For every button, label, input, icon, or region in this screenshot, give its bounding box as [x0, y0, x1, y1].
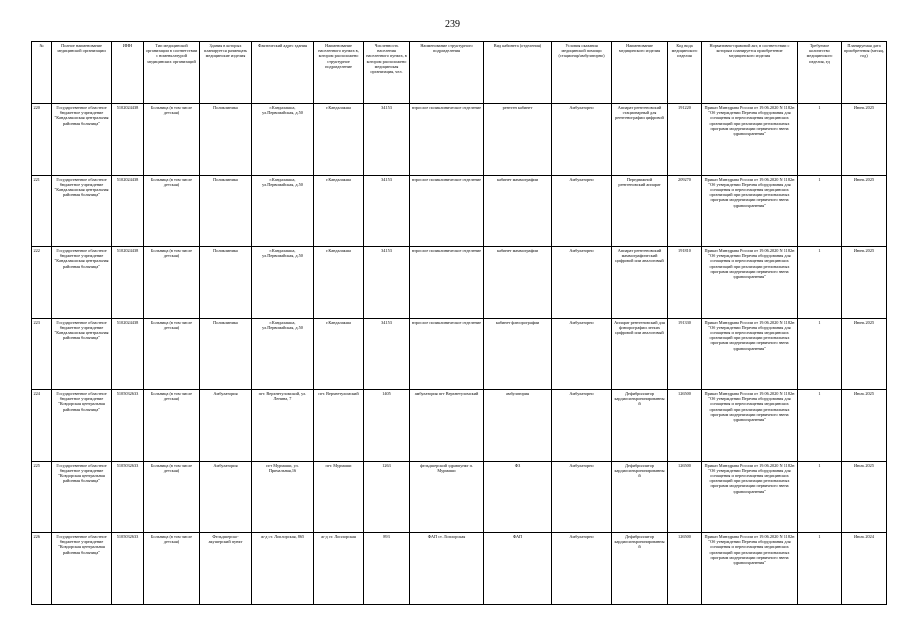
table-cell: Поликлиника	[200, 318, 252, 390]
column-header: Тип медицинской организации в соответствии с номенклатурой медицинских организаций	[144, 42, 200, 104]
table-cell: Поликлиника	[200, 247, 252, 319]
table-cell: Передвижной рентгеновский аппарат	[612, 175, 668, 247]
table-row	[32, 175, 887, 247]
table-cell: 5105032633	[112, 461, 144, 533]
table-cell: Июль 2025	[842, 390, 887, 462]
table-cell: Амбулатория	[200, 390, 252, 462]
table-row	[32, 104, 887, 176]
table-cell: 34153	[364, 318, 410, 390]
column-header: Наименование медицинского изделия	[612, 42, 668, 104]
table-cell: Больница (в том числе детская)	[144, 461, 200, 533]
table-cell: Поликлиника	[200, 104, 252, 176]
table-cell: амбулатория	[484, 390, 552, 462]
column-header: Фактический адрес здания	[252, 42, 314, 104]
table-cell: Больница (в том числе детская)	[144, 533, 200, 605]
table-cell: 1	[798, 461, 842, 533]
table-cell: пгт. Верхнетуломский	[314, 390, 364, 462]
table-cell: Государственное областное бюджетное учреждение "Ковдорская центральная районная больница"	[52, 533, 112, 605]
table-cell: 1	[798, 104, 842, 176]
table-cell: Государственное областное бюджетное учреждение "Кандалакшская центральная районная больница"	[52, 247, 112, 319]
table-cell: Амбулаторно	[552, 104, 612, 176]
column-header: Здания в которых планируется размещать медицинские изделия	[200, 42, 252, 104]
table-cell: Амбулаторно	[552, 461, 612, 533]
table-cell: 34153	[364, 175, 410, 247]
table-cell: Приказ Минздрава России от 19.06.2020 N 1182н "Об утверждении Перечня оборудования для оснащения и переоснащения медицинских организаций при реализации региональных программ модернизации первичного звена здравоохранения"	[702, 461, 798, 533]
table-cell: 34153	[364, 247, 410, 319]
table-cell: Июнь 2025	[842, 318, 887, 390]
table-cell: Амбулатория	[200, 461, 252, 533]
table-cell: Поликлиника	[200, 175, 252, 247]
table-cell: Дефибриллятор кардиосинхронизированный	[612, 461, 668, 533]
table-cell: взрослое поликлиническое отделение	[410, 247, 484, 319]
table-cell: 1	[798, 247, 842, 319]
table-cell: 5102024438	[112, 247, 144, 319]
table-cell: г.Кандалакша	[314, 175, 364, 247]
table-cell: Приказ Минздрава России от 19.06.2020 N 1182н "Об утверждении Перечня оборудования для оснащения и переоснащения медицинских организаций при реализации региональных программ модернизации первичного звена здравоохранения"	[702, 175, 798, 247]
table-cell: Фельдшерско-акушерский пункт	[200, 533, 252, 605]
table-cell: Амбулаторно	[552, 247, 612, 319]
table-cell: взрослое поликлиническое отделение	[410, 318, 484, 390]
table-cell: амбулатория пгт Верхнетуломский	[410, 390, 484, 462]
column-header: Планируемая дата приобретения (месяц, год)	[842, 42, 887, 104]
table-row	[32, 318, 887, 390]
table-cell: Июль 2025	[842, 461, 887, 533]
table-cell: Приказ Минздрава России от 19.06.2020 N 1182н "Об утверждении Перечня оборудования для оснащения и переоснащения медицинских организаций при реализации региональных программ модернизации первичного звена здравоохранения"	[702, 104, 798, 176]
table-cell: 5102024438	[112, 104, 144, 176]
table-cell: фельдшерский здравпункт п. Мурмаши	[410, 461, 484, 533]
table-cell: Амбулаторно	[552, 318, 612, 390]
table-cell: кабинет маммографии	[484, 175, 552, 247]
table-cell: Июль 2024	[842, 533, 887, 605]
table-cell: Амбулаторно	[552, 533, 612, 605]
table-cell: 893	[364, 533, 410, 605]
table-cell: ж-д ст. Лоплорская	[314, 533, 364, 605]
table-cell: Больница (в том числе детская)	[144, 247, 200, 319]
column-header: Наименование населенного пункта в, котором расположено структурное подразделение	[314, 42, 364, 104]
table-row	[32, 461, 887, 533]
table-cell: 191810	[668, 247, 702, 319]
table-cell: 224	[32, 390, 52, 462]
table-cell: ФАП	[484, 533, 552, 605]
table-cell: 1	[798, 318, 842, 390]
column-header: Условия оказания медицинской помощи (стационар/амбулаторно)	[552, 42, 612, 104]
table-cell: Государственное областное бюджетное учреждение "Кандалакшская центральная районная больница"	[52, 175, 112, 247]
table-cell: Амбулаторно	[552, 175, 612, 247]
table-cell: 1	[798, 175, 842, 247]
table-cell: 223	[32, 318, 52, 390]
column-header: Полное наименование медицинской организации	[52, 42, 112, 104]
table-cell: Приказ Минздрава России от 19.06.2020 N 1182н "Об утверждении Перечня оборудования для оснащения и переоснащения медицинских организаций при реализации региональных программ модернизации первичного звена здравоохранения"	[702, 533, 798, 605]
column-header: Нормативно-правовой акт, в соответствии с которым планируется приобретение медицинского изделия	[702, 42, 798, 104]
table-cell: Государственное областное бюджетное учреждение "Ковдорская центральная районная больница"	[52, 390, 112, 462]
table-cell: пгт Мурмаши, ул. Причальная,16	[252, 461, 314, 533]
table-cell: Больница (в том числе детская)	[144, 104, 200, 176]
table-cell: 1405	[364, 390, 410, 462]
column-header: Численность населения населенного пункта, в котором расположено медицинская организация, чел.	[364, 42, 410, 104]
table-cell: Приказ Минздрава России от 19.06.2020 N 1182н "Об утверждении Перечня оборудования для оснащения и переоснащения медицинских организаций при реализации региональных программ модернизации первичного звена здравоохранения"	[702, 318, 798, 390]
table-cell: 225	[32, 461, 52, 533]
column-header: ИНН	[112, 42, 144, 104]
table-cell: Государственное областное бюджетное учреждение "Ковдорская центральная районная больница"	[52, 461, 112, 533]
column-header: №	[32, 42, 52, 104]
equipment-table	[31, 41, 887, 605]
table-cell: взрослое поликлиническое отделение	[410, 175, 484, 247]
table-cell: 1	[798, 533, 842, 605]
table-cell: г.Кандалакша	[314, 318, 364, 390]
column-header: Наименование структурного подразделения	[410, 42, 484, 104]
table-cell: г.Кандалакша	[314, 104, 364, 176]
table-cell: Государственное областное бюджетное учреждение "Кандалакшская центральная районная больница"	[52, 104, 112, 176]
table-cell: Аппарат рентгеновский для флюорографии легких цифровой или аналоговый	[612, 318, 668, 390]
table-cell: ж-д ст. Лоплорская, 865	[252, 533, 314, 605]
table-cell: 34153	[364, 104, 410, 176]
table-cell: Больница (в том числе детская)	[144, 390, 200, 462]
table-cell: Дефибриллятор кардиосинхронизированный	[612, 533, 668, 605]
table-cell: 5102024438	[112, 318, 144, 390]
table-row	[32, 533, 887, 605]
table-cell: 1	[798, 390, 842, 462]
table-cell: 1263	[364, 461, 410, 533]
table-cell: кабинет флюорографии	[484, 318, 552, 390]
table-cell: 5105032633	[112, 533, 144, 605]
page-number: 239	[445, 19, 460, 30]
table-cell: кабинет маммографии	[484, 247, 552, 319]
table-cell: 209270	[668, 175, 702, 247]
table-cell: 220	[32, 104, 52, 176]
table-cell: Аппарат рентгеновский стационарный для рентгенографии цифровой	[612, 104, 668, 176]
table-cell: 221	[32, 175, 52, 247]
table-cell: Государственное областное бюджетное учреждение "Кандалакшская центральная районная больница"	[52, 318, 112, 390]
table-cell: 5105032633	[112, 390, 144, 462]
table-row	[32, 247, 887, 319]
table-cell: 222	[32, 247, 52, 319]
table-cell: Июнь 2025	[842, 175, 887, 247]
table-row	[32, 390, 887, 462]
table-cell: Амбулаторно	[552, 390, 612, 462]
table-cell: 191330	[668, 318, 702, 390]
table-cell: 191220	[668, 104, 702, 176]
table-cell: Больница (в том числе детская)	[144, 318, 200, 390]
table-cell: г.Кандалакша, ул.Первомайская, д.50	[252, 318, 314, 390]
column-header: Вид кабинета (отделения)	[484, 42, 552, 104]
table-cell: г.Кандалакша	[314, 247, 364, 319]
table-cell: пгт. Верхнетуломский, ул. Ленина, 7	[252, 390, 314, 462]
table-header-row	[32, 42, 887, 104]
table-cell: 5102024438	[112, 175, 144, 247]
table-cell: Приказ Минздрава России от 19.06.2020 N 1182н "Об утверждении Перечня оборудования для оснащения и переоснащения медицинских организаций при реализации региональных программ модернизации первичного звена здравоохранения"	[702, 390, 798, 462]
table-cell: 126500	[668, 390, 702, 462]
table-cell: г.Кандалакша, ул.Первомайская, д.50	[252, 175, 314, 247]
table-cell: ФЗ	[484, 461, 552, 533]
table-cell: г.Кандалакша, ул.Первомайская, д.50	[252, 247, 314, 319]
table-cell: Июнь 2025	[842, 104, 887, 176]
table-cell: Приказ Минздрава России от 19.06.2020 N 1182н "Об утверждении Перечня оборудования для оснащения и переоснащения медицинских организаций при реализации региональных программ модернизации первичного звена здравоохранения"	[702, 247, 798, 319]
column-header: Требуемое количество медицинского изделия, ед	[798, 42, 842, 104]
table-cell: взрослое поликлиническое отделение	[410, 104, 484, 176]
table-cell: Аппарат рентгеновский маммографический цифровой или аналоговый	[612, 247, 668, 319]
table-cell: ФАП ст. Лоплорская	[410, 533, 484, 605]
column-header: Код вида медицинского изделия	[668, 42, 702, 104]
table-cell: 126500	[668, 533, 702, 605]
table-cell: 226	[32, 533, 52, 605]
table-cell: пгт. Мурмаши	[314, 461, 364, 533]
table-cell: г.Кандалакша, ул.Первомайская, д.50	[252, 104, 314, 176]
table-cell: Больница (в том числе детская)	[144, 175, 200, 247]
table-cell: Июнь 2025	[842, 247, 887, 319]
table-cell: 126500	[668, 461, 702, 533]
table-cell: рентген кабинет	[484, 104, 552, 176]
table-cell: Дефибриллятор кардиосинхронизированный	[612, 390, 668, 462]
table-body	[32, 104, 887, 605]
